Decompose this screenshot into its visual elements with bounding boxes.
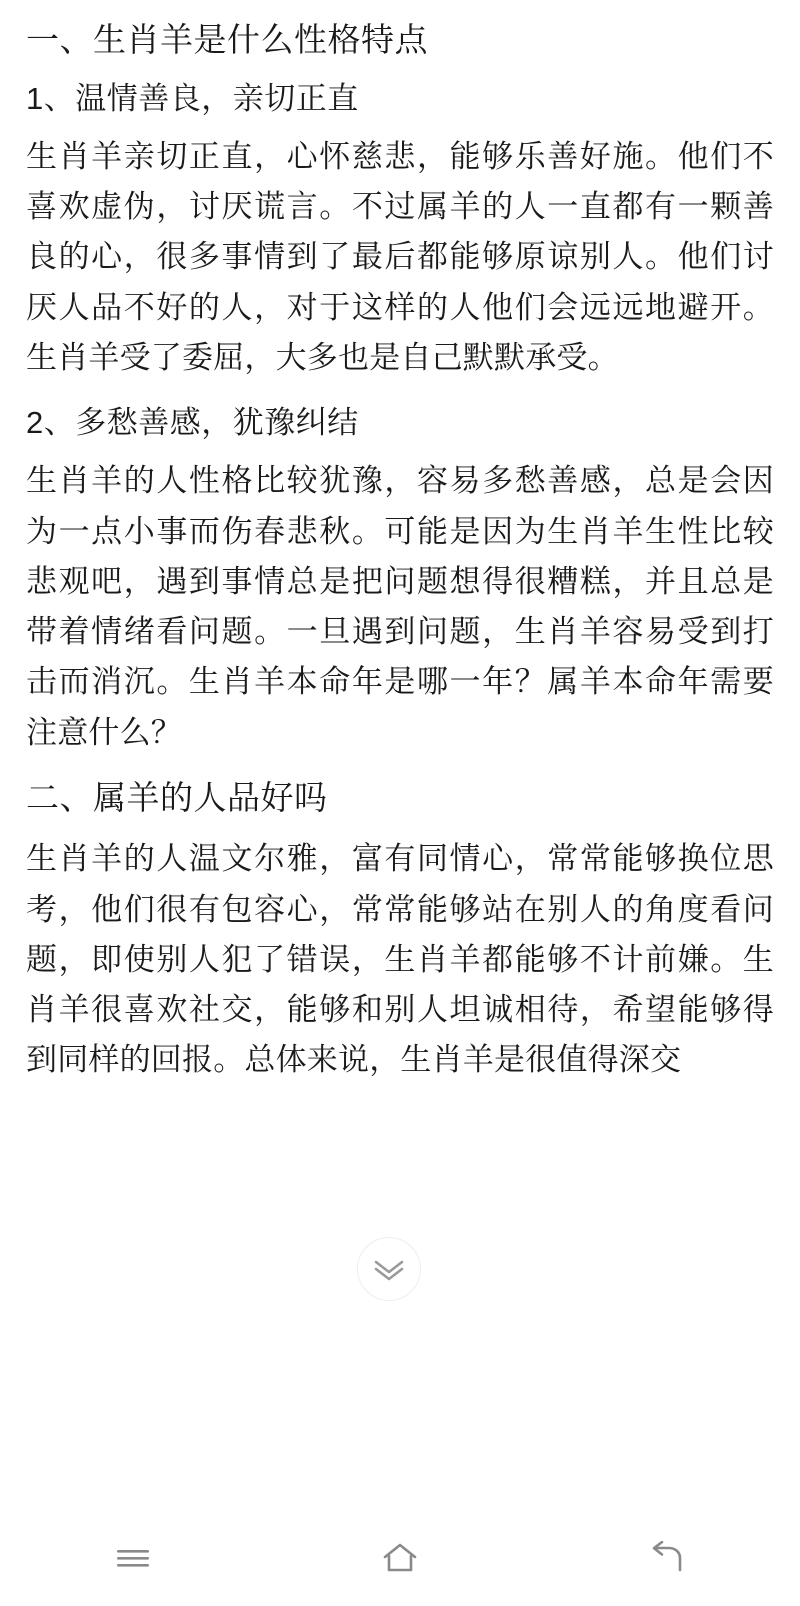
section-heading-2: 二、属羊的人品好吗 [26, 778, 328, 816]
nav-recents-button[interactable] [73, 1510, 193, 1606]
home-icon [380, 1541, 420, 1575]
chevron-down-icon [372, 1257, 406, 1281]
paragraph-1: 生肖羊亲切正直，心怀慈悲，能够乐善好施。他们不喜欢虚伪，讨厌谎言。不过属羊的人一直都有一颗善良的心，很多事情到了最后都能够原谅别人。他们讨厌人品不好的人，对于这样的人他们会远远地避开。生肖羊受了委屈，大多也是自己默默承受。 [26, 138, 774, 375]
section-subheading-1: 1、温情善良，亲切正直 [26, 80, 359, 116]
nav-back-button[interactable] [607, 1510, 727, 1606]
system-navigation-bar [0, 1510, 800, 1606]
nav-home-button[interactable] [340, 1510, 460, 1606]
paragraph-2: 生肖羊的人性格比较犹豫，容易多愁善感，总是会因为一点小事而伤春悲秋。可能是因为生肖羊生性比较悲观吧，遇到事情总是把问题想得很糟糕，并且总是带着情绪看问题。一旦遇到问题，生肖羊容易受到打击而消沉。生肖羊本命年是哪一年？属羊本命年需要注意什么？ [26, 463, 774, 750]
menu-icon [114, 1543, 152, 1573]
section-subheading-2: 2、多愁善感，犹豫纠结 [26, 405, 359, 441]
section-heading-1: 一、生肖羊是什么性格特点 [26, 21, 428, 58]
back-icon [647, 1541, 687, 1575]
expand-article-button[interactable] [357, 1237, 421, 1301]
paragraph-3: 生肖羊的人温文尔雅，富有同情心，常常能够换位思考，他们很有包容心，常常能够站在别人的角度看问题，即使别人犯了错误，生肖羊都能够不计前嫌。生肖羊很喜欢社交，能够和别人坦诚相待，希望能够得到同样的回报。总体来说，生肖羊是很值得深交 [26, 841, 774, 1078]
content-fade [0, 1480, 800, 1510]
